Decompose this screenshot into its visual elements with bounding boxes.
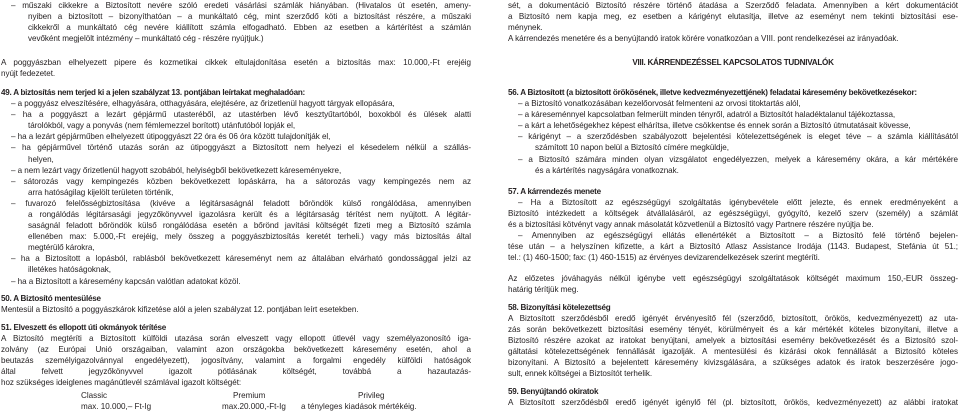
section-58 (508, 302, 958, 380)
list-item-continuation: számított 10 napon belül a Biztosító címére megküldje, (535, 143, 729, 153)
list-item: – sátorozás vagy kempingezés közben bekövetkezett lopáskárra, ha a sátorozás vagy kempingezés nem az (11, 176, 471, 186)
text-line: ménynek. (508, 23, 543, 33)
list-item-continuation: tárolókból, vagy a ponyvás (nem fémlemezzel borított) utánfutóból lopják el, (28, 121, 296, 131)
limit-classic: max. 10.000,– Ft-Ig (81, 402, 152, 412)
list-item: – a Biztosító vonatkozásában kezelőorvosát felmenteni az orvosi titoktartás alól, (518, 99, 801, 109)
text-line: – műszaki cikkekre a Biztosított nevére szóló eredeti vásárlási számlák hiányában. (Hivatalos út esetén, ameny- (11, 1, 471, 10)
paragraph-prior-approval (508, 273, 958, 295)
text-line: által felvett jegyzőkönyvvel igazolt pótlásának költségét, továbbá a hazautazás- (1, 367, 471, 377)
plan-premium: Premium (233, 391, 266, 401)
text-line: határig térítjük meg. (508, 284, 579, 294)
text-line: A poggyászban elhelyezett pipere és kozmetikai cikkek eltulajdonítása esetén a biztosítás max: 10.000,-Ft erejéig (1, 58, 471, 68)
list-item: – Amennyiben az egészségügyi ellátás ellenértékét a Biztosított – a Biztosító felé történő bejelen- (518, 231, 958, 241)
text-line: a Biztosító nem kapja meg, ez esetben a kárigényt elutasítja, illetve az eseményt nem tekinti biztosítási ese- (508, 12, 958, 22)
text-line: nyiben a biztosított – bizonyíthatóan – a munkáltató cég, mint szerződő köti a biztosítást részére, a műszaki (28, 12, 471, 22)
text-line: tel.: (1) 460-1500; fax: (1) 460-1515) az érvényes devizarendelkezések szerint megtéríti. (508, 253, 820, 263)
section-51-heading: 51. Elveszett és ellopott úti okmányok térítése (1, 322, 167, 332)
plan-limits-row (1, 401, 471, 412)
text-line: zolvány (az Európai Unió országaiban, valamint azon országokba bekövetkezett káresemény esetén, ahol a (1, 345, 471, 354)
plan-names-row (1, 390, 471, 401)
list-item-continuation: helyen, (28, 154, 54, 164)
text-line: A Biztosított szerződésből eredő igényét igénylő fél (pl. biztosított, örökös, kedvezményezett) az alábbi iratokat (508, 397, 958, 407)
text-line: Biztosító intézkedett a költségek átvállalásáról, az egészségügyi, gyógyító, kezelő szerv (személy) a számlát (508, 209, 958, 219)
list-item: – fuvarozó felelősségbiztosítása (kivéve a légitársaságnál feladott bőröndök külső rongálódása, amennyiben (11, 198, 471, 208)
list-item-continuation: ellenében max: 5.000,-Ft erejéig, mely összeg a poggyászbiztosítás keretét terheli.) vagy más biztosítás által (28, 232, 471, 242)
text-line: sét, a dokumentáció Biztosító részére történő átadása a Szerződő feladata. Amennyiben a kért dokumentációt (508, 1, 958, 10)
list-item: – kárigényt – a szerződésben szabályozott bejelentési kötelezettségének is eleget téve – a számla kiállításától (518, 132, 958, 142)
list-item-continuation: megtérülő károkra, (28, 243, 95, 253)
section-59-heading: 59. Benyújtandó okiratok (508, 386, 599, 396)
paragraph-documentation (508, 0, 958, 44)
list-item: – ha a Biztosított a káresemény kapcsán valótlan adatokat közöl. (11, 276, 241, 286)
list-item-continuation: saságnál feladott bőröndök külső rongálódása esetén a bőrönd javítási költségét fizeti meg a Biztosító számla (28, 221, 471, 231)
section-50-heading: 50. A Biztosító mentesülése (1, 293, 101, 303)
list-item: – a káreseménnyel kapcsolatban felmerült minden tényről, adatról a Biztosítót haladéktalanul tájékoztassa, (518, 110, 896, 120)
chapter-heading: VIII. KÁRRENDEZÉSSEL KAPCSOLATOS TUDNIVALÓK (632, 58, 834, 68)
section-58-heading: 58. Bizonyítási kötelezettség (508, 302, 611, 312)
section-51 (1, 322, 471, 413)
text-line: Az előzetes jóváhagyás nélkül igénybe vett egészségügyi szolgáltatások költségét maximum 150,-EUR összeg- (508, 273, 958, 283)
list-item: – ha a lezárt gépjárműben elhelyezett útipoggyászt 22 óra és 06 óra között tulajdonítják el, (11, 132, 331, 142)
text-line: vevőként megjelölt intézmény – munkáltató cég - részére nyújtjuk.) (28, 34, 264, 44)
text-line: bizonyítani. A Biztosító a bejelentett káresemény kivizsgálására, a szükséges adatok és iratok beszerzésére jogo- (508, 358, 958, 368)
text-line: sult, ennek költségei a Biztosítót terhelik. (508, 369, 653, 379)
list-item-continuation: és a kártérítés nagyságára vonatkoznak. (535, 165, 679, 175)
section-56-heading: 56. A Biztosított (a biztosított örökösének, illetve kedvezményezettjének) feladatai káresemény bekövetkezésekor: (508, 87, 917, 97)
text-line: Biztosító részére azokat az iratokat benyújtani, amelyek a biztosítási esemény bekövetkezését és a Biztosító szol- (508, 336, 958, 346)
list-item-continuation: illetékes hatóságoknak, (28, 265, 111, 275)
list-item: – ha gépjárművel történő utazás során az útipoggyászt a Biztosított nem helyezi el késedelem nélkül a szállás- (11, 143, 471, 153)
list-item: – a poggyász elveszítésére, elhagyására, otthagyására, elejtésére, az őrizetlenül hagyott tárgyak ellopására, (11, 99, 395, 109)
text-line: cikkekről a munkáltató cég nevére kiállított számla elfogadható. Ebben az esetben a kártérítést a számlán (28, 23, 471, 33)
list-item: – a Biztosító számára minden olyan vizsgálatot engedélyezzen, melyek a káresemény okára, a kár mértékére (518, 154, 958, 164)
text-line: zás során bekövetkezett biztosítási esemény tényét, körülményeit és a kár mértékét köteles bizonyítani, illetve a (508, 325, 958, 335)
section-57-heading: 57. A kárrendezés menete (508, 186, 601, 196)
section-49 (1, 87, 471, 287)
limit-privileg: a tényleges kiadások mértékéig. (301, 402, 417, 412)
list-item: – a kárt a lehetőségekhez képest elhárítsa, illetve csökkentse és ennek során a Biztosító útmutatásait kövesse, (518, 121, 911, 131)
text-line: Mentesül a Biztosító a poggyászkárok kifizetése alól a jelen szabályzat 12. pontjában leírt esetekben. (1, 304, 359, 314)
text-line: és a biztosítási kötvényt vagy annak másolatát közvetlenül a Biztosító vagy Partnere részére nyújtja be. (508, 220, 874, 230)
text-line: nyújt fedezetet. (1, 69, 56, 79)
left-column (1, 0, 471, 417)
paragraph-toiletries (1, 57, 471, 79)
text-line: beutazás személyigazolvánnyal engedélyezett), jogosítvány, valamint a forgalmi engedély külföldi hatóságok (1, 356, 471, 366)
text-line: tése után – a helyszínen kifizette, a kárt a Biztosító Atlasz Assistance Irodája (1143. Budapest, Stefánia út 51.; (508, 242, 958, 252)
section-59 (508, 386, 958, 408)
list-item: – ha a Biztosított a lopásból, rablásból bekövetkezett káreseményt nem az általában elvárható gondossággal jelzi az (11, 254, 471, 264)
section-56 (508, 87, 958, 176)
text-line: A Biztosító megtéríti a Biztosított külföldi utazása során elveszett vagy ellopott útlevél vagy személyazonosító iga- (1, 333, 471, 343)
text-line: gáltatási kötelezettségének fennállását igazolják. A mentesülési és kizárási okok fennállását a Biztosító köteles (508, 347, 958, 357)
plan-classic: Classic (81, 391, 108, 401)
list-item: – ha a poggyászt a lezárt gépjármű utasteréből, az utastérben lévő kesztyűtartóból, boxokból és ülések alatti (11, 110, 471, 120)
section-50 (1, 293, 471, 315)
text-line: A Biztosított szerződésből eredő igényét érvényesítő fél (szerződő, biztosított, örökös, kedvezményezett) az uta- (508, 313, 958, 323)
paragraph-technical-items (1, 0, 471, 44)
list-item: – a nem lezárt vagy őrizetlenül hagyott szobából, helyiségből bekövetkezett káreseményekre, (11, 165, 342, 175)
section-57 (508, 186, 958, 264)
limit-premium: max.20.000,-Ft-Ig (222, 402, 286, 412)
list-item: – Ha a Biztosított az egészségügyi szolgáltatás igénybevétele előtt jelezte, és ennek eredményeként a (518, 197, 958, 207)
text-line: A kárrendezés menetére és a benyújtandó iratok körére vonatkozóan a VIII. pont rendelkezései az irányadóak. (508, 34, 899, 44)
right-column (508, 0, 958, 417)
list-item-continuation: arra hatóságilag kijelölt területen történik, (28, 187, 174, 197)
list-item-continuation: a rongálódás légitársasági jegyzőkönyvvel igazolásra került és a légitársaság térítést nem nyújtott. A légitár- (28, 209, 471, 219)
section-49-heading: 49. A biztosítás nem terjed ki a jelen szabályzat 13. pontjában leírtakat meghaladóan: (1, 87, 306, 97)
plan-privileg: Privileg (358, 391, 385, 401)
text-line: hoz szükséges ideiglenes magánútlevél számlával igazolt költségét: (1, 378, 242, 388)
